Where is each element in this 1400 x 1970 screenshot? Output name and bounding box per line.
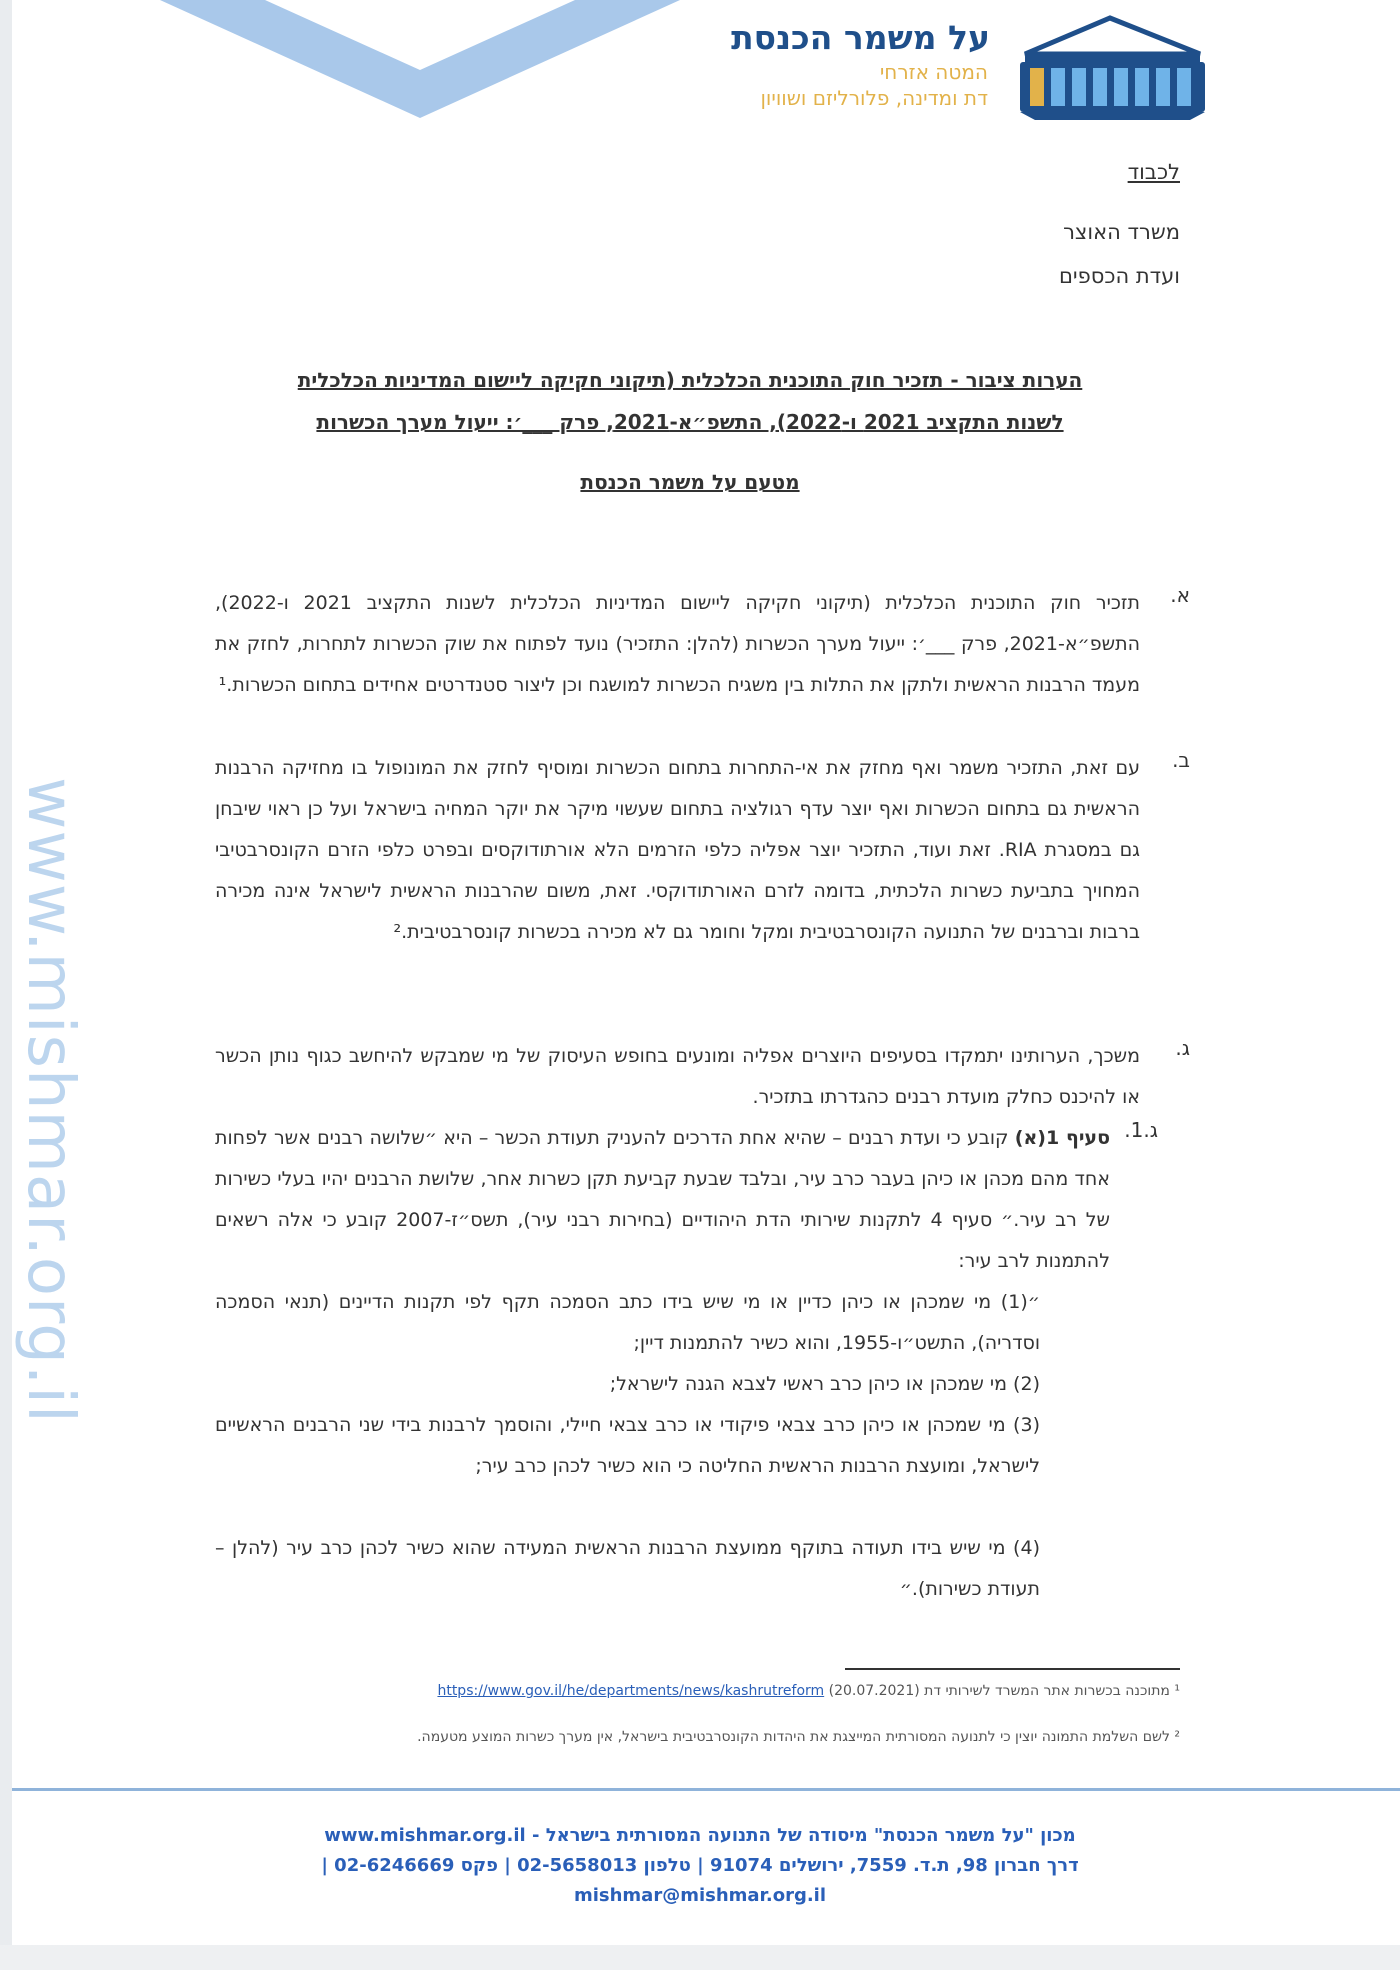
subject-line-3: מטעם על משמר הכנסת [580,470,800,494]
quote-item-1: ״(1) מי שמכהן או כיהן כדיין או מי שיש בידו כתב הסמכה תקף לפי תקנות הדיינים (תנאי הסמכה וסדריה), התשט״ו-1955, והוא כשיר להתמנות דיין; [215,1291,1040,1354]
footnote-1-date: (20.07.2021) [828,1683,920,1699]
knesset-logo-icon [1005,14,1215,124]
subject-line-1: הערות ציבור - תזכיר חוק התוכנית הכלכלית (תיקוני חקיקה ליישום המדיניות הכלכלית [297,368,1083,392]
org-tagline-2: דת ומדינה, פלורליזם ושוויון [760,86,988,110]
para-a-marker: א. [1170,583,1190,607]
footer-line-1: מכון "על משמר הכנסת" מיסודה של התנועה המסורתית בישראל - www.mishmar.org.il [324,1825,1076,1846]
recipient-label: לכבוד [1127,160,1180,184]
para-b-marker: ב. [1172,748,1190,772]
footer-line-2: דרך חברון 98, ת.ד. 7559, ירושלים 91074 | טלפון 02-5658013 | פקס 02-6246669 | [321,1855,1079,1876]
para-c-marker: ג. [1175,1036,1190,1060]
recipient-line-1: משרד האוצר [1063,220,1180,244]
quote-item-4: (4) מי שיש בידו תעודה בתוקף ממועצת הרבנות הראשית המעידה שהוא כשיר לכהן כרב עיר (להלן – תעודת כשירות).״ [215,1537,1040,1600]
footnote-divider [845,1668,1180,1670]
footnote-1-link[interactable]: https://www.gov.il/he/departments/news/kashrutreform [437,1683,825,1699]
org-tagline-1: המטה אזרחי [879,60,988,84]
para-c1-marker: ג.1. [1124,1118,1158,1142]
website-watermark: www.mishmar.org.il [13,777,87,1424]
org-name: על משמר הכנסת [731,18,990,57]
quote-item-2: (2) מי שמכהן או כיהן כרב ראשי לצבא הגנה לישראל; [609,1373,1040,1395]
para-a-text: תזכיר חוק התוכנית הכלכלית (תיקוני חקיקה ליישום המדיניות הכלכלית לשנות התקציב 2021 ו-2022), התשפ״א-2021, פרק ___׳: ייעול מערך הכשרות (להלן: התזכיר) נועד לפתוח את שוק הכשרות לתחרות, לחזק את מעמד הרבנות הראשית ולתקן את התלות בין משגיח הכשרות למושגח וכן ליצור סטנדרטים אחידים בתחום הכשרות.¹ [215,592,1140,696]
footnote-1-text: ¹ מתוכנה בכשרות אתר המשרד לשירותי דת [924,1683,1180,1699]
page-left-edge [0,0,12,1970]
para-b-text: עם זאת, התזכיר משמר ואף מחזק את אי-התחרות בתחום הכשרות ומוסיף לחזק את המונופול בו מחזיקה הרבנות הראשית גם בתחום הכשרות ואף יוצר עדף רגולציה בתחום שעשוי מיקר את יוקר המחיה בישראל ועל כן ראוי שיבחן גם במסגרת RIA. זאת ועוד, התזכיר יוצר אפליה כלפי הזרמים הלא אורתודוקסים ובפרט כלפי הזרם הקונסרבטיבי המחויך בתביעת כשרות הלכתית, בדומה לזרם האורתודוקסי. זאת, משום שהרבנות הראשית לישראל אינה מכירה ברבות וברבנים של התנועה הקונסרבטיבית ומקל וחומר גם לא מכירה בכשרות קונסרבטיבית.² [215,757,1141,943]
footer-email[interactable]: mishmar@mishmar.org.il [573,1885,827,1906]
para-c1-label: סעיף 1(א) [1014,1127,1110,1149]
subject-line-2: לשנות התקציב 2021 ו-2022), התשפ״א-2021, פרק ___׳: ייעול מערך הכשרות [316,410,1064,434]
para-c1-text [215,1118,1110,1282]
footer-divider [12,1788,1400,1791]
para-c-text: משכך, הערותינו יתמקדו בסעיפים היוצרים אפליה ומונעים בחופש העיסוק של מי שמבקש להיחשב כגוף נותן הכשר או להיכנס כחלק מועדת רבנים כהגדרתו בתזכיר. [215,1045,1140,1108]
page-bottom-edge [0,1945,1400,1970]
recipient-line-2: ועדת הכספים [1058,264,1180,288]
para-c1-body: קובע כי ועדת רבנים – שהיא אחת הדרכים להעניק תעודת הכשר – היא ״שלושה רבנים אשר לפחות אחד מהם מכהן או כיהן בעבר כרב עיר, ובלבד שבעת קביעת תקן כשרות אחר, שלושת הרבנים יהיו בעלי כשירות של רב עיר.״ סעיף 4 לתקנות שירותי הדת היהודיים (בחירות רבני עיר), תשס״ז-2007 קובע כי אלה רשאים להתמנות לרב עיר: [215,1127,1111,1272]
footnote-2: ² לשם השלמת התמונה יוצין כי לתנועה המסורתית המייצגת את היהדות הקונסרבטיבית בישראל, אין מערך כשרות המוצע מטעמה. [417,1729,1180,1745]
footnote-1 [215,1680,1180,1702]
quote-item-3: (3) מי שמכהן או כיהן כרב צבאי פיקודי או כרב צבאי חיילי, והוסמך לרבנות בידי שני הרבנים הראשיים לישראל, ומועצת הרבנות הראשית החליטה כי הוא כשיר לכהן כרב עיר; [215,1414,1040,1477]
